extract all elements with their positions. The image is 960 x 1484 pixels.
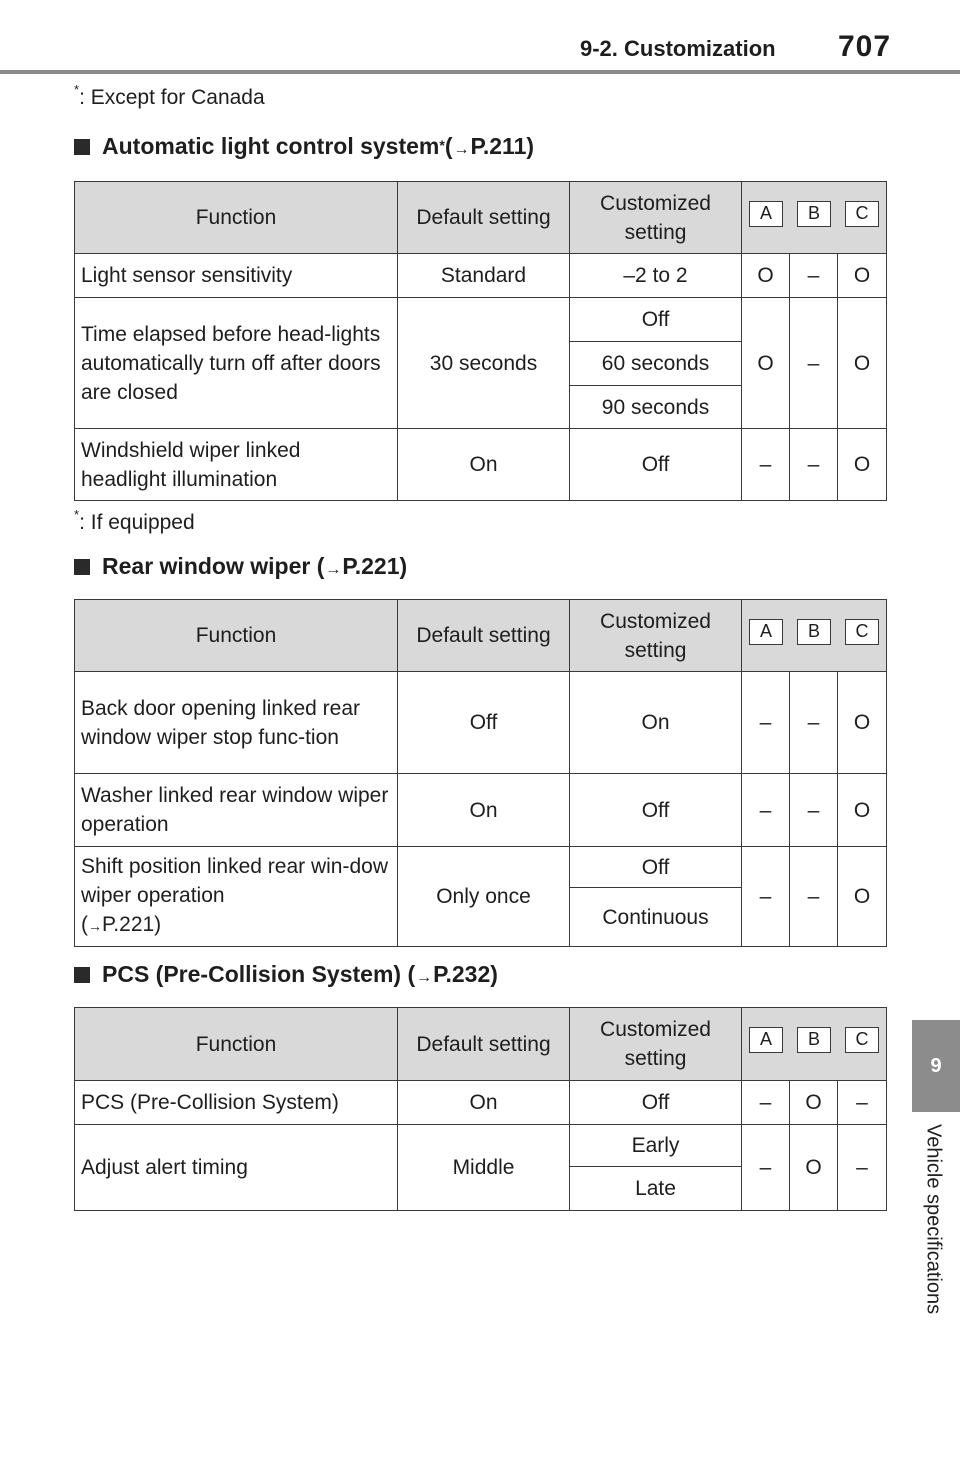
b-cell: – xyxy=(790,847,838,947)
page-number: 707 xyxy=(838,30,892,63)
b-cell: – xyxy=(790,774,838,847)
section-title: Rear window wiper ( xyxy=(102,553,325,579)
custom-cell: Off xyxy=(570,847,742,888)
b-cell: O xyxy=(790,1125,838,1211)
page-reference-link[interactable]: P.232) xyxy=(433,961,498,987)
a-cell: O xyxy=(742,298,790,429)
table-row xyxy=(75,672,887,774)
table-row xyxy=(75,847,887,888)
page-reference-link[interactable]: P.221) xyxy=(342,553,408,579)
footnote-except-canada xyxy=(74,82,265,110)
custom-cell: Late xyxy=(570,1167,742,1211)
c-cell: O xyxy=(838,429,887,501)
header-default-setting: Default setting xyxy=(398,600,570,672)
chapter-tab[interactable]: 9 xyxy=(912,1020,960,1112)
column-c-box: C xyxy=(845,201,879,227)
arrow-right-icon: → xyxy=(88,918,102,934)
table-header-row xyxy=(75,1008,887,1081)
table-row xyxy=(75,429,887,501)
header-divider xyxy=(0,70,960,74)
page-reference-link[interactable]: P.211) xyxy=(470,133,535,159)
custom-cell: 60 seconds xyxy=(570,342,742,386)
arrow-right-icon: → xyxy=(453,141,470,158)
function-text: Shift position linked rear win-dow wiper operation xyxy=(81,855,388,907)
section-title: PCS (Pre-Collision System) ( xyxy=(102,961,416,987)
column-c-box: C xyxy=(845,1027,879,1053)
light-control-table xyxy=(74,181,887,501)
custom-cell: –2 to 2 xyxy=(570,254,742,298)
header-default-setting: Default setting xyxy=(398,182,570,254)
table-row xyxy=(75,298,887,342)
function-cell: Time elapsed before head-lights automatically turn off after doors are closed xyxy=(75,298,398,429)
custom-cell: Early xyxy=(570,1125,742,1167)
a-cell: – xyxy=(742,429,790,501)
function-cell: PCS (Pre-Collision System) xyxy=(75,1081,398,1125)
header-abc xyxy=(742,182,887,254)
footnote-text: : Except for Canada xyxy=(79,86,265,109)
a-cell: – xyxy=(742,1125,790,1211)
a-cell: – xyxy=(742,774,790,847)
header-customized-setting: Customized setting xyxy=(570,600,742,672)
section-title: Automatic light control system xyxy=(102,133,440,159)
default-cell: Only once xyxy=(398,847,570,947)
section-heading-pcs xyxy=(74,961,498,988)
table-row xyxy=(75,1081,887,1125)
function-cell: Windshield wiper linked headlight illumination xyxy=(75,429,398,501)
column-b-box: B xyxy=(797,619,831,645)
default-cell: On xyxy=(398,429,570,501)
a-cell: O xyxy=(742,254,790,298)
column-b-box: B xyxy=(797,201,831,227)
function-cell: Washer linked rear window wiper operation xyxy=(75,774,398,847)
rear-wiper-table xyxy=(74,599,887,947)
a-cell: – xyxy=(742,672,790,774)
table-row xyxy=(75,1125,887,1167)
table-row xyxy=(75,254,887,298)
default-cell: 30 seconds xyxy=(398,298,570,429)
page-header xyxy=(0,0,960,76)
a-cell: – xyxy=(742,1081,790,1125)
c-cell: O xyxy=(838,847,887,947)
column-a-box: A xyxy=(749,1027,783,1053)
ref-open: ( xyxy=(81,913,88,936)
column-a-box: A xyxy=(749,619,783,645)
footnote-mark: * xyxy=(74,82,80,97)
c-cell: O xyxy=(838,254,887,298)
footnote-if-equipped xyxy=(74,507,195,535)
section-heading-light-control xyxy=(74,133,534,160)
default-cell: Standard xyxy=(398,254,570,298)
custom-cell: Continuous xyxy=(570,888,742,947)
ref-open: ( xyxy=(444,133,453,159)
c-cell: O xyxy=(838,672,887,774)
section-heading-rear-wiper xyxy=(74,553,407,580)
function-cell: Light sensor sensitivity xyxy=(75,254,398,298)
b-cell: – xyxy=(790,298,838,429)
c-cell: O xyxy=(838,298,887,429)
square-bullet-icon xyxy=(74,559,90,575)
table-header-row xyxy=(75,182,887,254)
page-reference-link[interactable]: P.221) xyxy=(102,913,162,936)
footnote-mark: * xyxy=(439,137,445,153)
header-function: Function xyxy=(75,600,398,672)
header-function: Function xyxy=(75,1008,398,1081)
custom-cell: Off xyxy=(570,774,742,847)
header-customized-setting: Customized setting xyxy=(570,1008,742,1081)
footnote-mark: * xyxy=(74,507,80,522)
function-cell: Adjust alert timing xyxy=(75,1125,398,1211)
custom-cell: 90 seconds xyxy=(570,386,742,429)
square-bullet-icon xyxy=(74,139,90,155)
a-cell: – xyxy=(742,847,790,947)
header-abc xyxy=(742,1008,887,1081)
default-cell: Off xyxy=(398,672,570,774)
header-default-setting: Default setting xyxy=(398,1008,570,1081)
header-abc xyxy=(742,600,887,672)
function-cell xyxy=(75,847,398,947)
arrow-right-icon: → xyxy=(325,561,342,578)
column-b-box: B xyxy=(797,1027,831,1053)
default-cell: On xyxy=(398,774,570,847)
b-cell: – xyxy=(790,672,838,774)
c-cell: – xyxy=(838,1125,887,1211)
footnote-text: : If equipped xyxy=(79,511,195,534)
header-function: Function xyxy=(75,182,398,254)
table-row xyxy=(75,774,887,847)
c-cell: – xyxy=(838,1081,887,1125)
default-cell: On xyxy=(398,1081,570,1125)
custom-cell: Off xyxy=(570,298,742,342)
b-cell: – xyxy=(790,254,838,298)
chapter-tab-label: Vehicle specifications xyxy=(922,1124,945,1315)
arrow-right-icon: → xyxy=(416,969,433,986)
custom-cell: Off xyxy=(570,1081,742,1125)
square-bullet-icon xyxy=(74,967,90,983)
b-cell: – xyxy=(790,429,838,501)
default-cell: Middle xyxy=(398,1125,570,1211)
c-cell: O xyxy=(838,774,887,847)
b-cell: O xyxy=(790,1081,838,1125)
header-customized-setting: Customized setting xyxy=(570,182,742,254)
header-section-title: 9-2. Customization xyxy=(580,36,776,61)
function-cell: Back door opening linked rear window wiper stop func-tion xyxy=(75,672,398,774)
table-header-row xyxy=(75,600,887,672)
column-a-box: A xyxy=(749,201,783,227)
custom-cell: Off xyxy=(570,429,742,501)
pcs-table xyxy=(74,1007,887,1211)
custom-cell: On xyxy=(570,672,742,774)
column-c-box: C xyxy=(845,619,879,645)
